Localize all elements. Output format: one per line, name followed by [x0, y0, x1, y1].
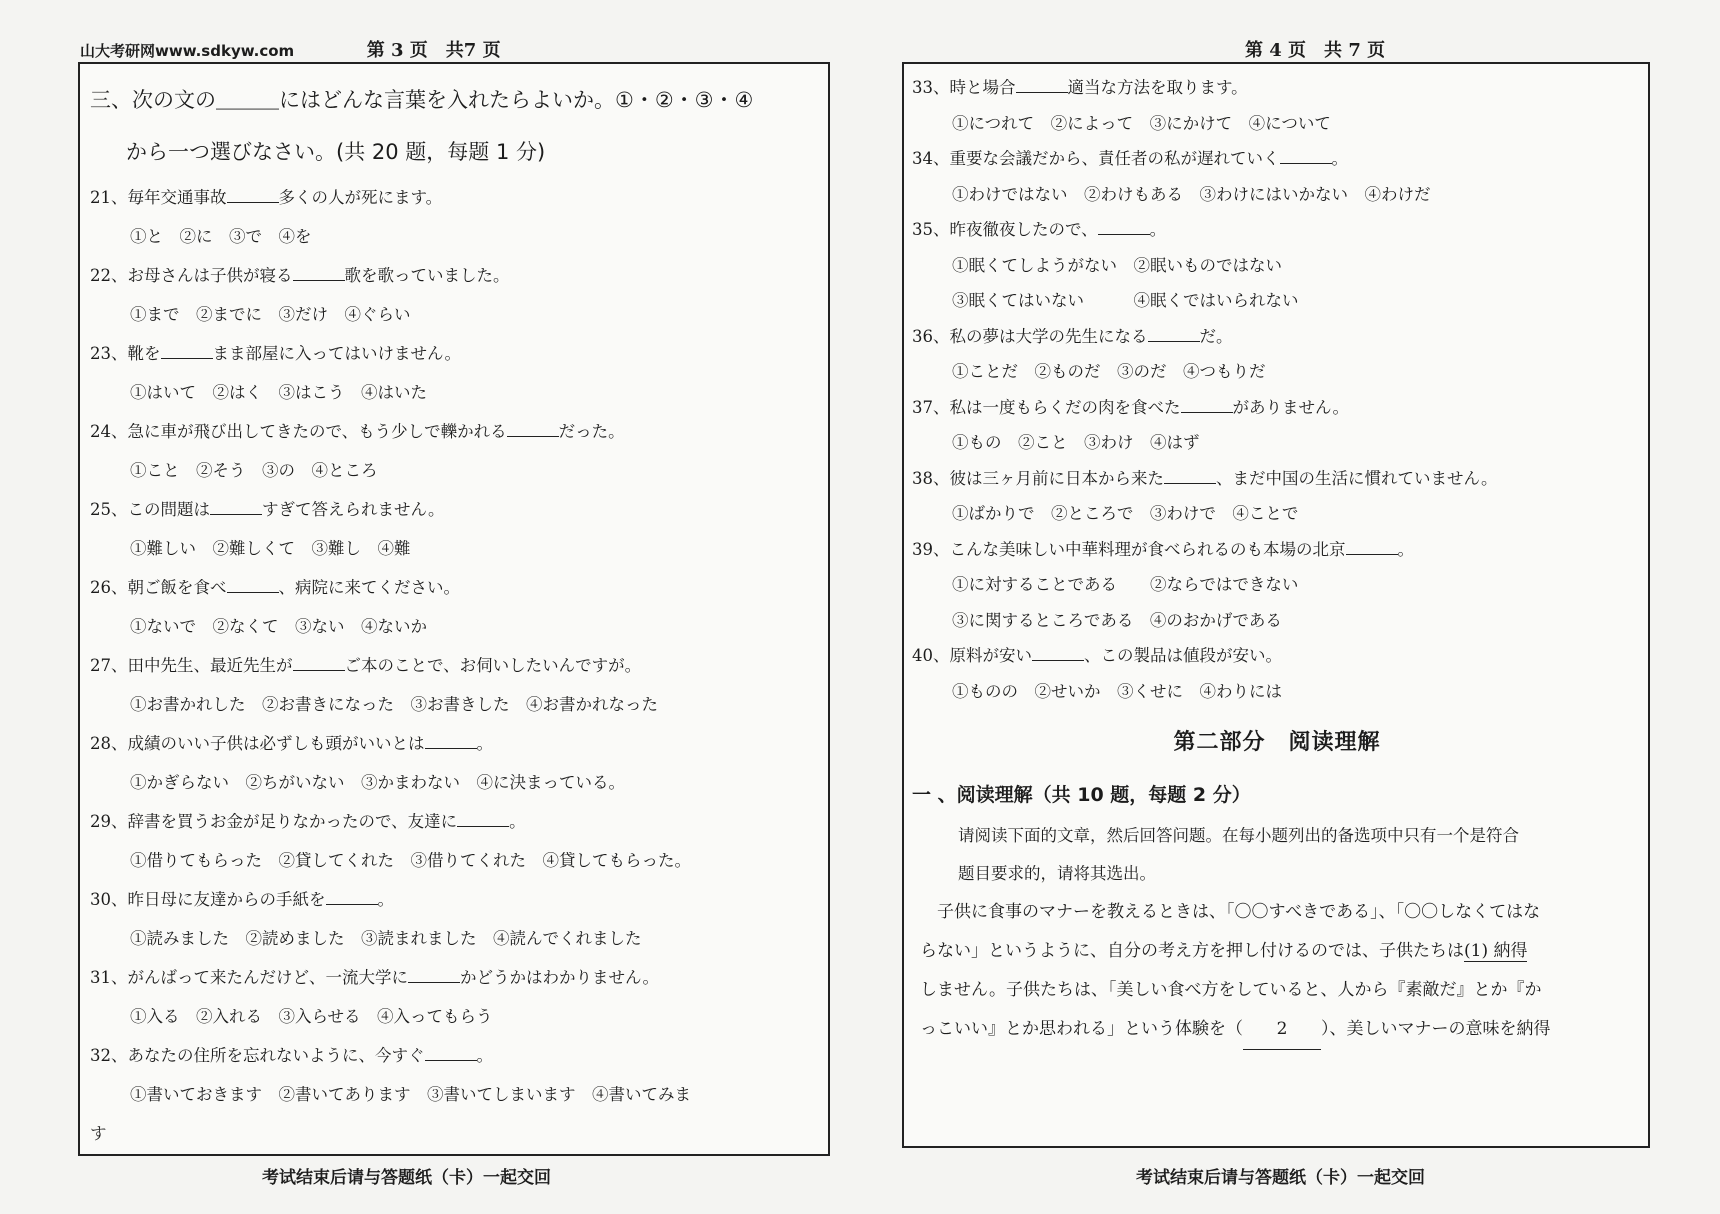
question-stem-text: 。 [1331, 149, 1348, 168]
question-stem [90, 568, 818, 607]
answer-options: ①まで ②までに ③だけ ④ぐらい [130, 305, 411, 324]
reading-passage [912, 893, 1642, 1050]
question-stem-text: 24、急に車が飛び出してきたので、もう少しで轢かれる [90, 422, 507, 441]
continuation-text: す [90, 1124, 107, 1143]
question-stem [90, 1036, 818, 1075]
passage-line-4 [920, 1010, 1636, 1050]
answer-blank [1346, 537, 1398, 555]
instruction-line-2: から一つ選びなさい。(共 20 题，每题 1 分) [126, 140, 546, 164]
question-stem-text: ご本のことで、お伺いしたいんですが。 [344, 656, 642, 675]
question-stem [912, 532, 1642, 568]
question-stem-text: 。 [377, 890, 394, 909]
question-stem [90, 724, 818, 763]
question-stem-text: 歌を歌っていました。 [344, 266, 510, 285]
question-stem [90, 334, 818, 373]
answer-blank [1016, 75, 1068, 93]
answer-blank [161, 341, 213, 359]
question-stem-text: 32、あなたの住所を忘れないように、今すぐ [90, 1046, 425, 1065]
answer-blank [1098, 217, 1150, 235]
passage-line-2 [920, 932, 1636, 971]
answer-blank [227, 185, 279, 203]
question-stem [912, 212, 1642, 248]
question-stem [90, 958, 818, 997]
question-stem-text: 25、この問題は [90, 500, 210, 519]
question-stem [90, 256, 818, 295]
question-stem [90, 178, 818, 217]
answer-options: ①眠くてしようがない ②眠いものではない [952, 255, 1282, 275]
question-stem-text: 、病院に来てください。 [278, 578, 460, 597]
question-stem-text: 多くの人が死にます。 [278, 188, 443, 207]
answer-blank [425, 1043, 477, 1061]
question-stem [90, 880, 818, 919]
answer-blank [326, 887, 378, 905]
answer-options: ①読みました ②読めました ③読まれました ④読んでくれました [130, 929, 642, 948]
answer-options: ①ものの ②せいか ③くせに ④わりには [952, 681, 1282, 701]
question-stem [912, 390, 1642, 426]
reading-instruction-line-2: 题目要求的，请将其选出。 [958, 864, 1156, 883]
site-watermark: 山大考研网www.sdkyw.com [80, 42, 295, 60]
left-header [80, 36, 501, 62]
answer-options: ①もの ②こと ③わけ ④はず [952, 433, 1200, 452]
answer-blank [1164, 466, 1216, 484]
section-instruction [90, 74, 818, 178]
answer-options: ①お書かれした ②お書きになった ③お書きした ④お書かれなった [130, 695, 658, 714]
answer-blank [293, 263, 345, 281]
question-stem-text: 35、昨夜徹夜したので、 [912, 220, 1098, 239]
question-stem-text: かどうかはわかりません。 [460, 968, 659, 987]
question-stem-text: 39、こんな美味しい中華料理が食べられるのも本場の北京 [912, 539, 1346, 559]
question-stem-text: 適当な方法を取ります。 [1067, 78, 1248, 97]
question-stem-text: 26、朝ご飯を食べ [90, 578, 227, 597]
question-stem-text: 30、昨日母に友達からの手紙を [90, 890, 326, 909]
question-stem-text: 。 [476, 734, 493, 753]
question-stem-text: 。 [1149, 220, 1167, 239]
answer-options: ①に対することである ②ならではできない [952, 575, 1299, 594]
left-footer: 考试结束后请与答题纸（卡）一起交回 [262, 1168, 551, 1188]
passage-line-4-text-a: っこいい』とか思われる」という体験を（ [920, 1019, 1243, 1039]
answer-blank [1181, 395, 1233, 413]
answer-options: ①ないで ②なくて ③ない ④ないか [130, 617, 427, 636]
question-stem-text: 22、お母さんは子供が寝る [90, 266, 293, 285]
passage-line-3: しません。子供たちは、「美しい食べ方をしていると、人から『素敵だ』とか『か [920, 980, 1542, 1000]
answer-blank [293, 653, 345, 671]
answer-options: ③に関するところである ④のおかげである [952, 610, 1282, 630]
answer-blank [408, 965, 460, 983]
answer-blank [1280, 146, 1332, 164]
question-stem [912, 70, 1642, 106]
answer-options: ①ばかりで ②ところで ③わけで ④ことで [952, 504, 1299, 523]
answer-blank [457, 809, 509, 827]
answer-blank [210, 497, 262, 515]
answer-options: ①と ②に ③で ④を [130, 227, 312, 246]
right-page-number: 第 4 页 共 7 页 [1245, 40, 1386, 61]
right-footer: 考试结束后请与答题纸（卡）一起交回 [1136, 1168, 1425, 1188]
right-question-box [902, 62, 1650, 1148]
reading-instruction-line-1: 请阅读下面的文章，然后回答问题。在每小题列出的备选项中只有一个是符合 [958, 826, 1519, 845]
reading-section-title: 第二部分 阅读理解 [1173, 730, 1381, 755]
question-stem-text: 38、彼は三ヶ月前に日本から来た [912, 468, 1164, 488]
question-stem-text: 23、靴を [90, 344, 161, 363]
question-stem-text: 27、田中先生、最近先生が [90, 656, 293, 675]
passage-line-1: 子供に食事のマナーを教えるときは、「〇〇すべきである」、「〇〇しなくてはな [920, 902, 1541, 922]
answer-options: ①わけではない ②わけもある ③わけにはいかない ④わけだ [952, 184, 1431, 204]
answer-options: ①はいて ②はく ③はこう ④はいた [130, 383, 427, 402]
question-stem [912, 461, 1642, 497]
question-stem [912, 141, 1642, 177]
left-page-number: 第 3 页 共7 页 [366, 40, 501, 61]
question-stem-text: 37、私は一度もらくだの肉を食べた [912, 397, 1181, 417]
question-stem [912, 319, 1642, 355]
passage-line-4-text-b: ）、美しいマナーの意味を納得 [1321, 1019, 1551, 1039]
question-stem-text: だった。 [558, 422, 625, 441]
question-stem [90, 412, 818, 451]
passage-underline-1: (1) 納得 [1464, 941, 1528, 961]
question-stem-text: 、まだ中国の生活に慣れていません。 [1216, 468, 1498, 488]
question-stem-text: だ。 [1199, 326, 1233, 346]
question-stem-text: 。 [509, 812, 526, 831]
question-stem-text: 40、原料が安い [912, 646, 1032, 665]
question-stem-text: 。 [476, 1046, 493, 1065]
answer-options: ①かぎらない ②ちがいない ③かまわない ④に決まっている。 [130, 773, 625, 792]
answer-blank [425, 731, 477, 749]
answer-blank [227, 575, 279, 593]
answer-options: ①書いておきます ②書いてあります ③書いてしまいます ④書いてみま [130, 1085, 691, 1104]
answer-blank [1032, 643, 1084, 661]
question-stem-text: がありません。 [1232, 397, 1349, 417]
answer-blank [507, 419, 559, 437]
question-stem-text: 36、私の夢は大学の先生になる [912, 326, 1148, 346]
answer-options: ①入る ②入れる ③入らせる ④入ってもらう [130, 1007, 493, 1026]
passage-line-2-text: らない」というように、自分の考え方を押し付けるのでは、子供たちは [920, 941, 1464, 961]
answer-blank [1148, 324, 1200, 342]
answer-options: ①借りてもらった ②貸してくれた ③借りてくれた ④貸してもらった。 [130, 851, 691, 870]
question-stem-text: 21、毎年交通事故 [90, 188, 227, 207]
left-question-list [90, 178, 818, 1114]
question-stem-text: 34、重要な会議だから、責任者の私が遅れていく [912, 149, 1280, 168]
reading-subtitle: 一 、阅读理解（共 10 题，每题 2 分） [912, 784, 1251, 806]
question-stem-text: 33、時と場合 [912, 78, 1016, 97]
right-question-list [912, 70, 1642, 709]
question-stem-text: 。 [1397, 539, 1414, 559]
question-stem-text: まま部屋に入ってはいけません。 [212, 344, 461, 363]
question-stem-text: 29、辞書を買うお金が足りなかったので、友達に [90, 812, 458, 831]
answer-options: ③眠くてはいない ④眠くではいられない [952, 291, 1299, 310]
answer-options: ①こと ②そう ③の ④ところ [130, 461, 378, 480]
question-stem-text: すぎて答えられません。 [262, 500, 445, 519]
question-stem [90, 646, 818, 685]
left-question-box [78, 62, 830, 1156]
answer-options: ①ことだ ②ものだ ③のだ ④つもりだ [952, 362, 1266, 381]
instruction-line-1: 三、次の文の＿＿＿にはどんな言葉を入れたらよいか。①・②・③・④ [90, 88, 754, 112]
answer-options: ①につれて ②によって ③にかけて ④について [952, 113, 1331, 133]
question-stem [90, 490, 818, 529]
question-stem-text: 、この製品は値段が安い。 [1084, 646, 1282, 665]
question-stem-text: 31、がんばって来たんだけど、一流大学に [90, 968, 408, 987]
passage-blank-2: 2 [1243, 1010, 1321, 1050]
question-stem [912, 638, 1642, 674]
question-stem [90, 802, 818, 841]
answer-options: ①難しい ②難しくて ③難し ④難 [130, 539, 411, 558]
question-stem-text: 28、成績のいい子供は必ずしも頭がいいとは [90, 734, 425, 753]
reading-instructions [912, 817, 1642, 893]
right-page [860, 0, 1720, 1214]
